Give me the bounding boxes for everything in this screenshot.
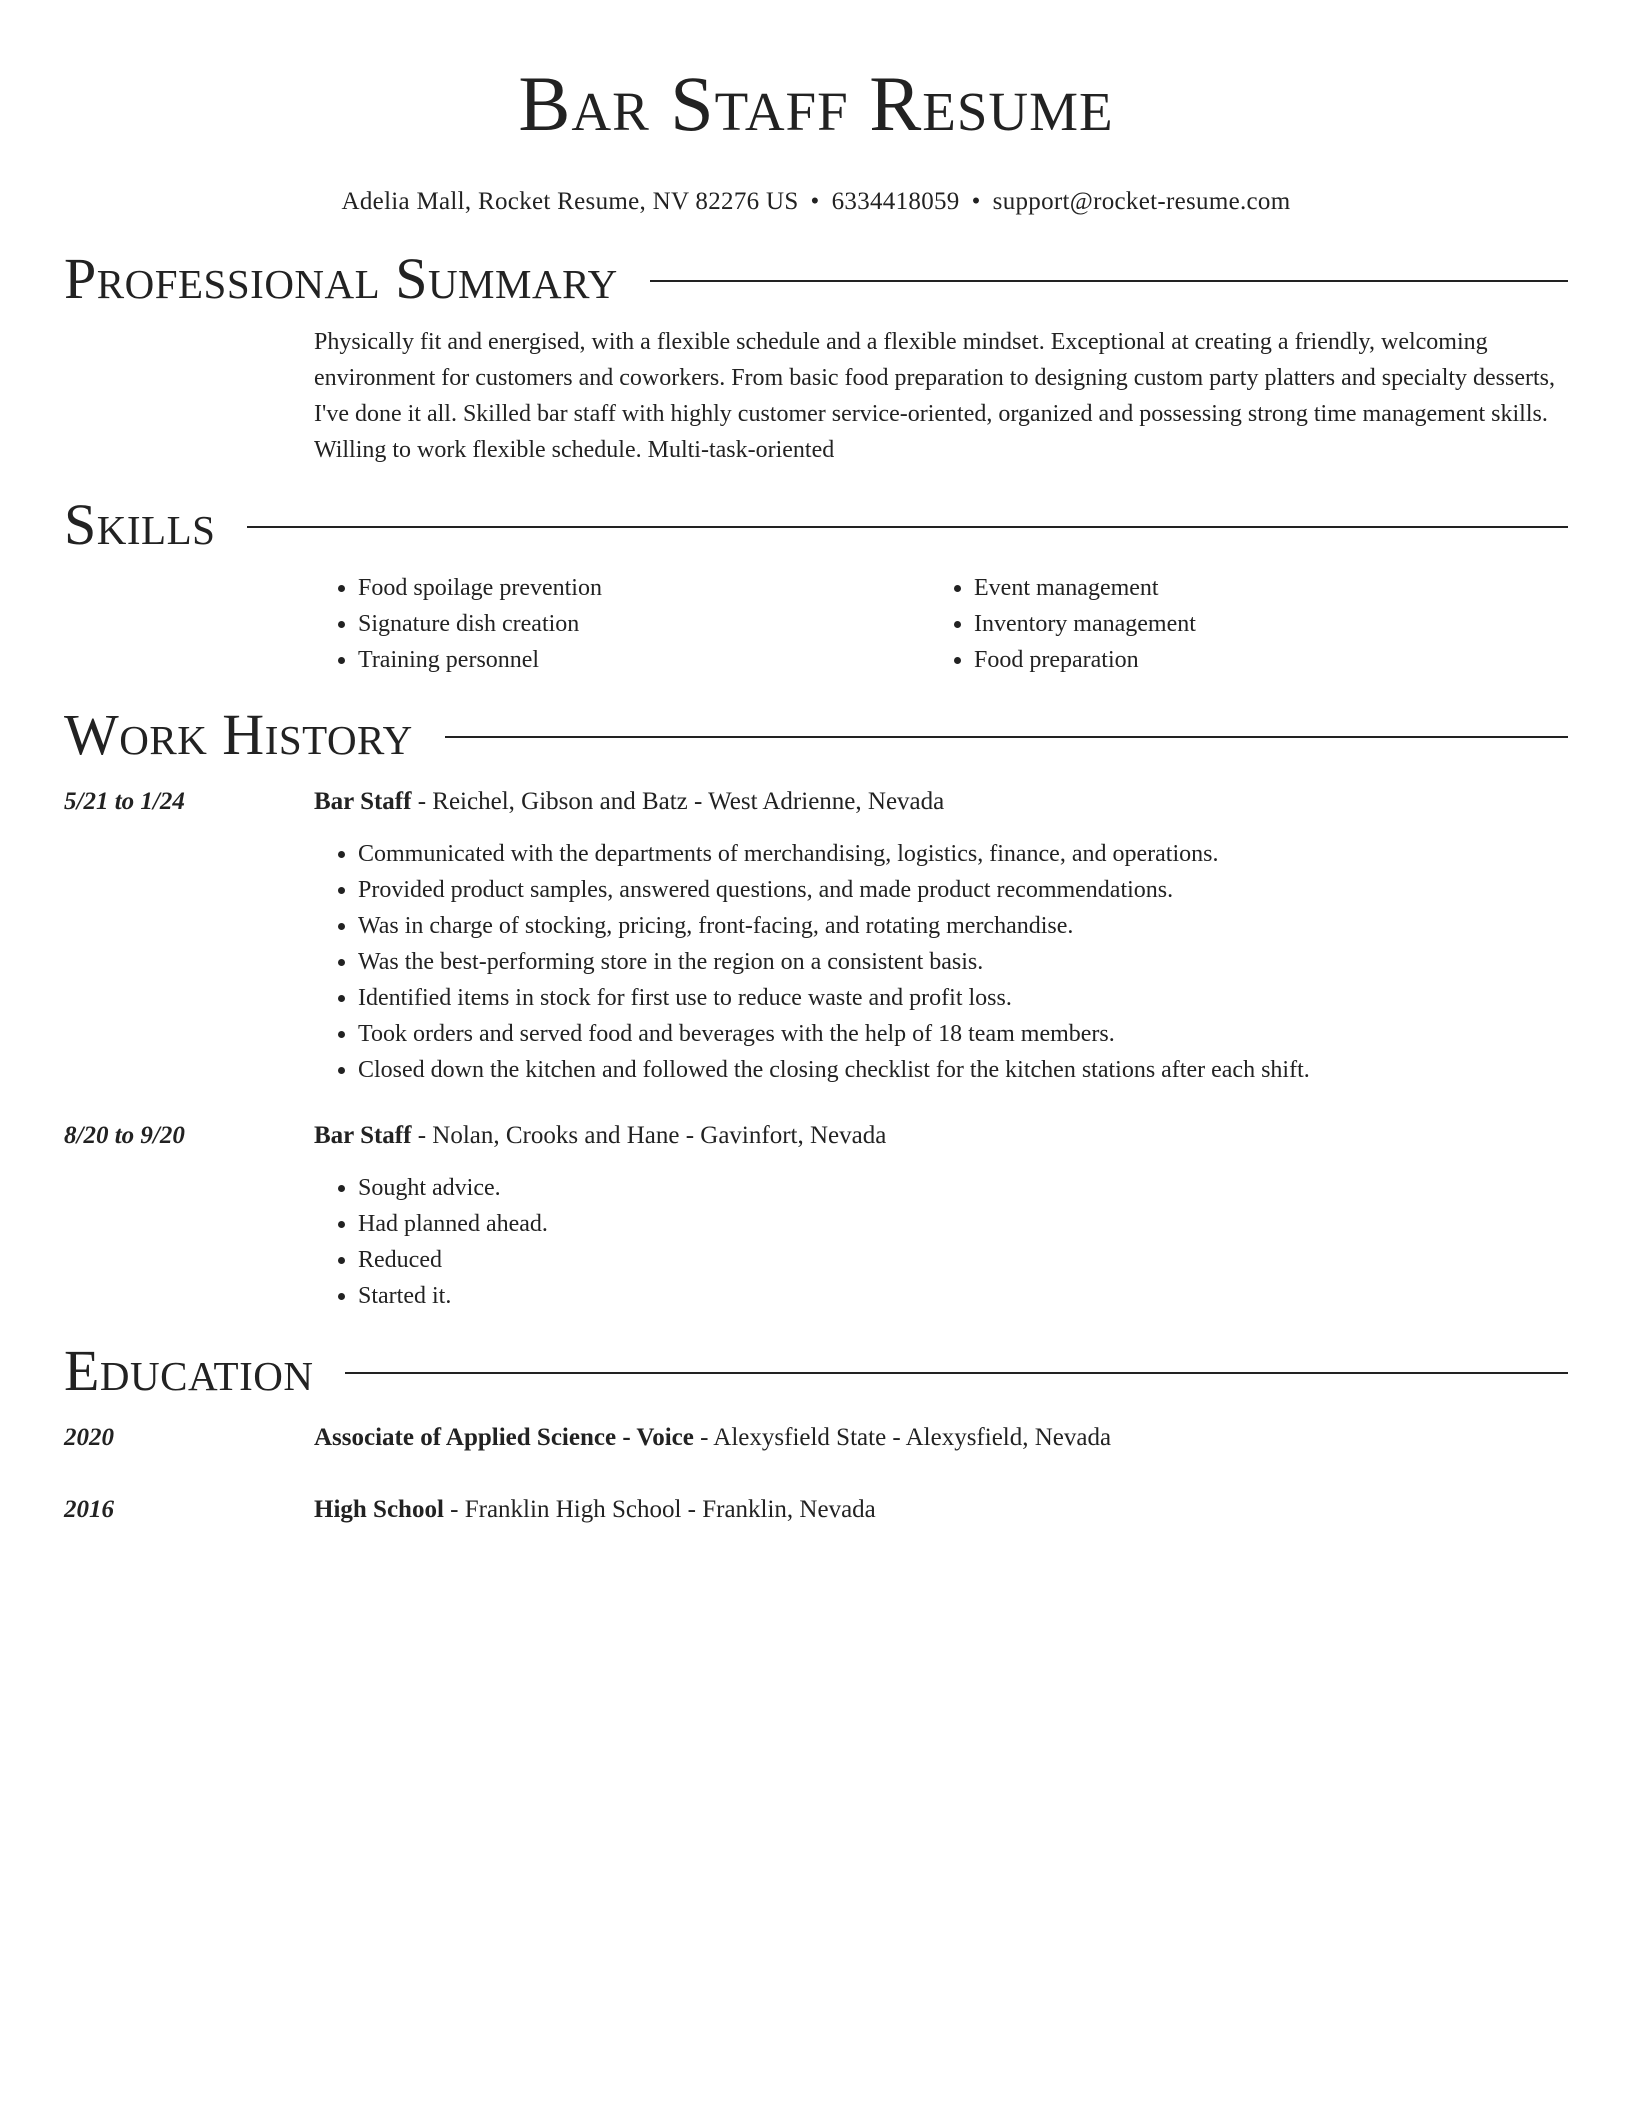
section-divider xyxy=(445,736,1568,738)
job-role: Bar Staff xyxy=(314,1122,412,1149)
job-bullet: • Was the best-performing store in the region on a consistent basis. xyxy=(358,944,1568,980)
education-school: - Alexysfield State - Alexysfield, Nevada xyxy=(693,1424,1112,1451)
education-year: 2020 xyxy=(64,1424,114,1451)
section-divider xyxy=(247,526,1568,528)
job-dates: 8/20 to 9/20 xyxy=(64,1122,185,1149)
job-bullet: • Reduced xyxy=(358,1242,1568,1278)
contact-line xyxy=(64,186,1568,218)
job-bullet: • Communicated with the departments of merchandising, logistics, finance, and operations. xyxy=(358,836,1568,872)
skill-item: • Food preparation xyxy=(974,642,1546,678)
job-role: Bar Staff xyxy=(314,788,412,815)
job-dates: 5/21 to 1/24 xyxy=(64,788,185,815)
education-degree: High School xyxy=(314,1496,444,1523)
job-employer: - Reichel, Gibson and Batz - West Adrienne, Nevada xyxy=(411,788,945,815)
job-bullet: • Sought advice. xyxy=(358,1170,1568,1206)
skills-grid xyxy=(314,570,1568,678)
contact-separator: • xyxy=(810,188,820,215)
skill-item: • Training personnel xyxy=(358,642,930,678)
section-divider xyxy=(650,280,1568,282)
education-school: - Franklin High School - Franklin, Nevada xyxy=(443,1496,876,1523)
job-title xyxy=(314,784,944,820)
education-entry xyxy=(64,1420,1568,1456)
contact-separator: • xyxy=(971,188,981,215)
job-entry-header xyxy=(64,784,1568,820)
education-degree: Associate of Applied Science - Voice xyxy=(314,1424,694,1451)
job-bullet: • Identified items in stock for first use to reduce waste and profit loss. xyxy=(358,980,1568,1016)
job-bullet: • Provided product samples, answered questions, and made product recommendations. xyxy=(358,872,1568,908)
job-bullet: • Had planned ahead. xyxy=(358,1206,1568,1242)
summary-text: Physically fit and energised, with a flexible schedule and a flexible mindset. Exceptional at creating a friendly, welcoming environment for customers and coworkers. From basic food preparation to designing custom party platters and specialty desserts, I've done it all. Skilled bar staff with highly customer service-oriented, organized and possessing strong time management skills. Willing to work flexible schedule. Multi-task-oriented xyxy=(314,329,1556,463)
contact-address: Adelia Mall, Rocket Resume, NV 82276 US xyxy=(341,188,799,215)
education-year: 2016 xyxy=(64,1496,114,1523)
work-section-header xyxy=(64,702,1568,768)
work-heading: Work History xyxy=(64,702,413,767)
job-bullet: • Closed down the kitchen and followed the closing checklist for the kitchen stations after each shift. xyxy=(358,1052,1568,1088)
job-bullet: • Took orders and served food and beverages with the help of 18 team members. xyxy=(358,1016,1568,1052)
section-divider xyxy=(345,1372,1568,1374)
job-bullet: • Started it. xyxy=(358,1278,1568,1314)
job-title xyxy=(314,1118,886,1154)
skills-list-left xyxy=(314,570,930,678)
skill-item: • Food spoilage prevention xyxy=(358,570,930,606)
skills-list-right xyxy=(930,570,1546,678)
education-section-header xyxy=(64,1338,1568,1404)
contact-phone: 6334418059 xyxy=(831,188,960,215)
job-bullet-list xyxy=(314,1170,1568,1314)
education-heading: Education xyxy=(64,1338,314,1403)
job-entry-header xyxy=(64,1118,1568,1154)
education-title xyxy=(314,1492,876,1528)
job-employer: - Nolan, Crooks and Hane - Gavinfort, Nevada xyxy=(411,1122,887,1149)
contact-email: support@rocket-resume.com xyxy=(992,188,1291,215)
skill-item: • Inventory management xyxy=(974,606,1546,642)
skills-section-header xyxy=(64,492,1568,558)
education-title xyxy=(314,1420,1111,1456)
summary-section-header xyxy=(64,246,1568,312)
summary-heading: Professional Summary xyxy=(64,246,618,311)
skill-item: • Signature dish creation xyxy=(358,606,930,642)
skill-item: • Event management xyxy=(974,570,1546,606)
job-bullet-list xyxy=(314,836,1568,1088)
job-bullet: • Was in charge of stocking, pricing, front-facing, and rotating merchandise. xyxy=(358,908,1568,944)
skills-heading: Skills xyxy=(64,492,216,557)
education-entry xyxy=(64,1492,1568,1528)
resume-title: Bar Staff Resume xyxy=(518,60,1114,147)
